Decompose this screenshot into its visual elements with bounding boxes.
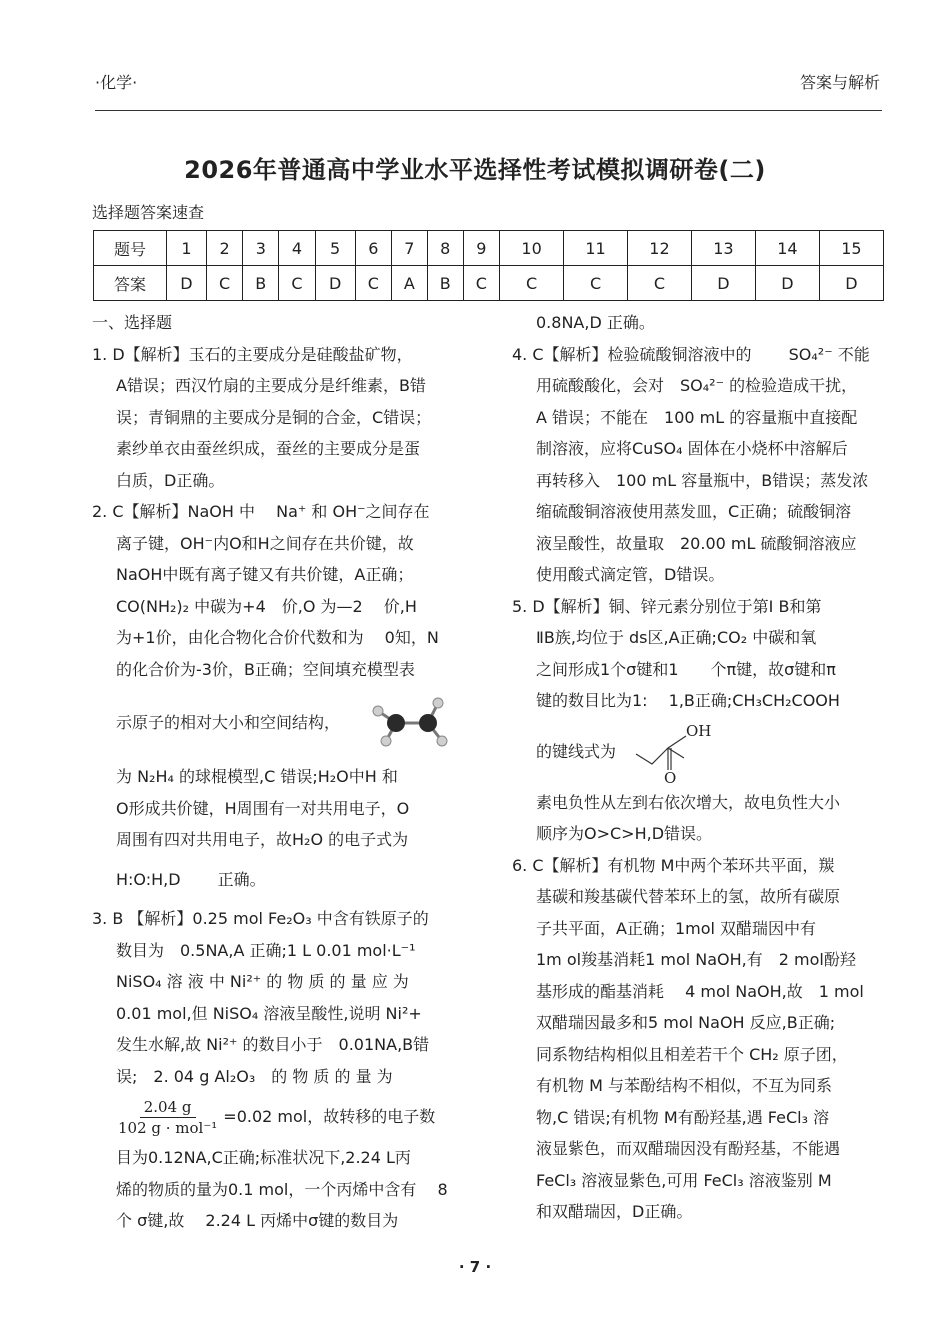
text-line: 液显紫色，而双醋瑞因没有酚羟基，不能遇 [536, 1139, 841, 1158]
question-number: 15 [819, 231, 883, 266]
text-line: 为 N₂H₄ 的球棍模型,C 错误;H₂O中H 和 [116, 767, 398, 786]
question-number: 14 [755, 231, 819, 266]
skeletal-formula-line [536, 717, 890, 787]
text-line: 同系物结构相似且相差若干个 CH₂ 原子团， [536, 1044, 848, 1064]
text-line: 4. C【解析】检验硫酸铜溶液中的 SO₄²⁻ 不能 [512, 344, 870, 364]
text-line: 6. C【解析】有机物 M中两个苯环共平面，羰 [512, 855, 835, 875]
text-line: H:O:H,D 正确。 [116, 869, 266, 889]
explanation-q1 [92, 339, 472, 497]
oxygen-label: O [664, 768, 677, 784]
text-line: 基形成的酯基消耗 4 mol NaOH,故 1 mol [536, 981, 864, 1001]
fraction [116, 1097, 219, 1138]
text-line: 再转移入 100 mL 容量瓶中，B错误；蒸发浓 [536, 470, 869, 490]
text-line: 制溶液，应将CuSO₄ 固体在小烧杯中溶解后 [536, 439, 848, 458]
text-line: 2. C【解析】NaOH 中 Na⁺ 和 OH⁻之间存在 [92, 502, 430, 521]
answer-cell: C [355, 266, 391, 301]
text-line: 基碳和羧基碳代替苯环上的氢，故所有碳原 [536, 887, 841, 906]
explanation-q6 [512, 850, 890, 1228]
text-line: NaOH中既有离子键又有共价键，A正确； [116, 565, 414, 584]
question-number-row [94, 231, 884, 266]
answer-cell: C [564, 266, 628, 301]
question-number: 7 [392, 231, 428, 266]
text-line: 发生水解,故 Ni²⁺ 的数目小于 0.01NA,B错 [116, 1035, 430, 1054]
text-line: 周围有四对共用电子，故H₂O 的电子式为 [116, 830, 409, 849]
answer-table [93, 230, 884, 301]
text-line: FeCl₃ 溶液显紫色,可用 FeCl₃ 溶液鉴别 M [536, 1170, 832, 1190]
text-line: 3. B 【解析】0.25 mol Fe₂O₃ 中含有铁原子的 [92, 909, 429, 928]
right-column [512, 307, 890, 1228]
row-label: 题号 [94, 231, 167, 266]
header-subject: ·化学· [95, 73, 138, 92]
question-number: 2 [206, 231, 242, 266]
answer-cell: B [427, 266, 463, 301]
text-line: 有机物 M 与苯酚结构不相似，不互为同系 [536, 1076, 832, 1095]
text-line: 0.01 mol,但 NiSO₄ 溶液呈酸性,说明 Ni²+ [116, 1003, 422, 1023]
n2h4-ball-stick-model [366, 693, 462, 753]
text-line: 缩硫酸铜溶液使用蒸发皿，C正确；硫酸铜溶 [536, 502, 852, 521]
text-line: 0.8NA,D 正确。 [536, 313, 655, 332]
question-number: 11 [564, 231, 628, 266]
answer-cell: D [755, 266, 819, 301]
text-line: 顺序为O>C>H,D错误。 [536, 824, 713, 843]
text-line: =0.02 mol，故转移的电子数 [223, 1107, 436, 1126]
answer-cell: C [279, 266, 315, 301]
text-line: 数目为 0.5NA,A 正确;1 L 0.01 mol·L⁻¹ [116, 940, 416, 960]
text-line: 误；青铜鼎的主要成分是铜的合金，C错误； [116, 407, 432, 427]
text-line: 示原子的相对大小和空间结构， [116, 713, 341, 733]
text-line: ⅡB族,均位于 ds区,A正确;CO₂ 中碳和氧 [536, 628, 817, 647]
fraction-numerator: 2.04 g [140, 1097, 196, 1118]
ball-stick-model-line [116, 685, 472, 761]
text-line: 和双醋瑞因，D正确。 [536, 1202, 693, 1221]
answer-cell: C [500, 266, 564, 301]
explanation-q4 [512, 339, 890, 591]
question-number: 1 [167, 231, 207, 266]
text-line: 键的数目比为1: 1,B正确;CH₃CH₂COOH [536, 691, 840, 710]
question-number: 13 [691, 231, 755, 266]
left-column [92, 307, 472, 1237]
text-line: 个 σ键,故 2.24 L 丙烯中σ键的数目为 [116, 1211, 399, 1230]
answer-cell: C [463, 266, 499, 301]
header-divider [95, 110, 882, 111]
text-line: 为+1价，由化合物化合价代数和为 0知，N [116, 628, 439, 647]
text-line: 的化合价为-3价，B正确；空间填充模型表 [116, 659, 415, 679]
answer-cell: C [206, 266, 242, 301]
explanation-q5 [512, 591, 890, 850]
text-line: 液呈酸性，故量取 20.00 mL 硫酸铜溶液应 [536, 533, 857, 553]
question-number: 5 [315, 231, 355, 266]
text-line: 1. D【解析】玉石的主要成分是硅酸盐矿物， [92, 344, 413, 364]
fraction-denominator: 102 g · mol⁻¹ [118, 1118, 218, 1137]
question-number: 4 [279, 231, 315, 266]
header-answer-label: 答案与解析 [799, 73, 880, 92]
question-number: 3 [243, 231, 279, 266]
text-line: 子共平面，A正确；1mol 双醋瑞因中有 [536, 918, 817, 938]
page-title: 2026年普通高中学业水平选择性考试模拟调研卷(二) [184, 156, 766, 184]
answer-row [94, 266, 884, 301]
text-line: CO(NH₂)₂ 中碳为+4 价,O 为—2 价,H [116, 596, 417, 616]
section-heading: 一、选择题 [92, 313, 173, 332]
text-line: 使用酸式滴定管，D错误。 [536, 565, 725, 584]
answer-cell: A [392, 266, 428, 301]
question-number: 10 [500, 231, 564, 266]
text-line: 素电负性从左到右依次增大，故电负性大小 [536, 792, 841, 812]
text-line: 1m ol羧基消耗1 mol NaOH,有 2 mol酚羟 [536, 950, 856, 969]
text-line: 双醋瑞因最多和5 mol NaOH 反应,B正确; [536, 1013, 836, 1032]
text-line: O形成共价键，H周围有一对共用电子，O [116, 798, 410, 818]
explanation-q3 [92, 903, 472, 1237]
text-line: 的键线式为 [536, 741, 617, 761]
question-number: 6 [355, 231, 391, 266]
answer-cell: D [315, 266, 355, 301]
text-line: A错误；西汉竹扇的主要成分是纤维素，B错 [116, 376, 426, 395]
text-line: 白质，D正确。 [116, 470, 225, 490]
fraction-line [116, 1092, 472, 1142]
answer-cell: C [628, 266, 692, 301]
text-line: 烯的物质的量为0.1 mol，一个丙烯中含有 8 [116, 1179, 448, 1199]
answer-cell: D [167, 266, 207, 301]
text-line: 素纱单衣由蚕丝织成，蚕丝的主要成分是蛋 [116, 439, 421, 458]
question-number: 9 [463, 231, 499, 266]
text-line: NiSO₄ 溶 液 中 Ni²⁺ 的 物 质 的 量 应 为 [116, 972, 409, 991]
text-line: 离子键，OH⁻内O和H之间存在共价键，故 [116, 533, 414, 553]
text-line: 目为0.12NA,C正确;标准状况下,2.24 L丙 [116, 1148, 411, 1167]
question-number: 8 [427, 231, 463, 266]
text-line: 之间形成1个σ键和1 个π键，故σ键和π [536, 659, 836, 679]
question-number: 12 [628, 231, 692, 266]
text-line: 误; 2. 04 g Al₂O₃ 的 物 质 的 量 为 [116, 1066, 393, 1086]
page-number: · 7 · [458, 1258, 492, 1276]
text-line: 物,C 错误;有机物 M有酚羟基,遇 FeCl₃ 溶 [536, 1107, 830, 1127]
answer-cell: D [819, 266, 883, 301]
explanation-q2 [92, 496, 472, 895]
text-line: 5. D【解析】铜、锌元素分别位于第Ⅰ B和第 [512, 596, 822, 616]
propanoic-acid-skeletal-formula [630, 720, 720, 784]
text-line: 用硫酸酸化，会对 SO₄²⁻ 的检验造成干扰， [536, 376, 858, 395]
hydroxyl-label: OH [686, 721, 712, 740]
answer-cell: D [691, 266, 755, 301]
row-label: 答案 [94, 266, 167, 301]
text-line: A 错误；不能在 100 mL 的容量瓶中直接配 [536, 407, 858, 427]
answer-quick-check-title: 选择题答案速查 [92, 203, 205, 222]
answer-cell: B [243, 266, 279, 301]
